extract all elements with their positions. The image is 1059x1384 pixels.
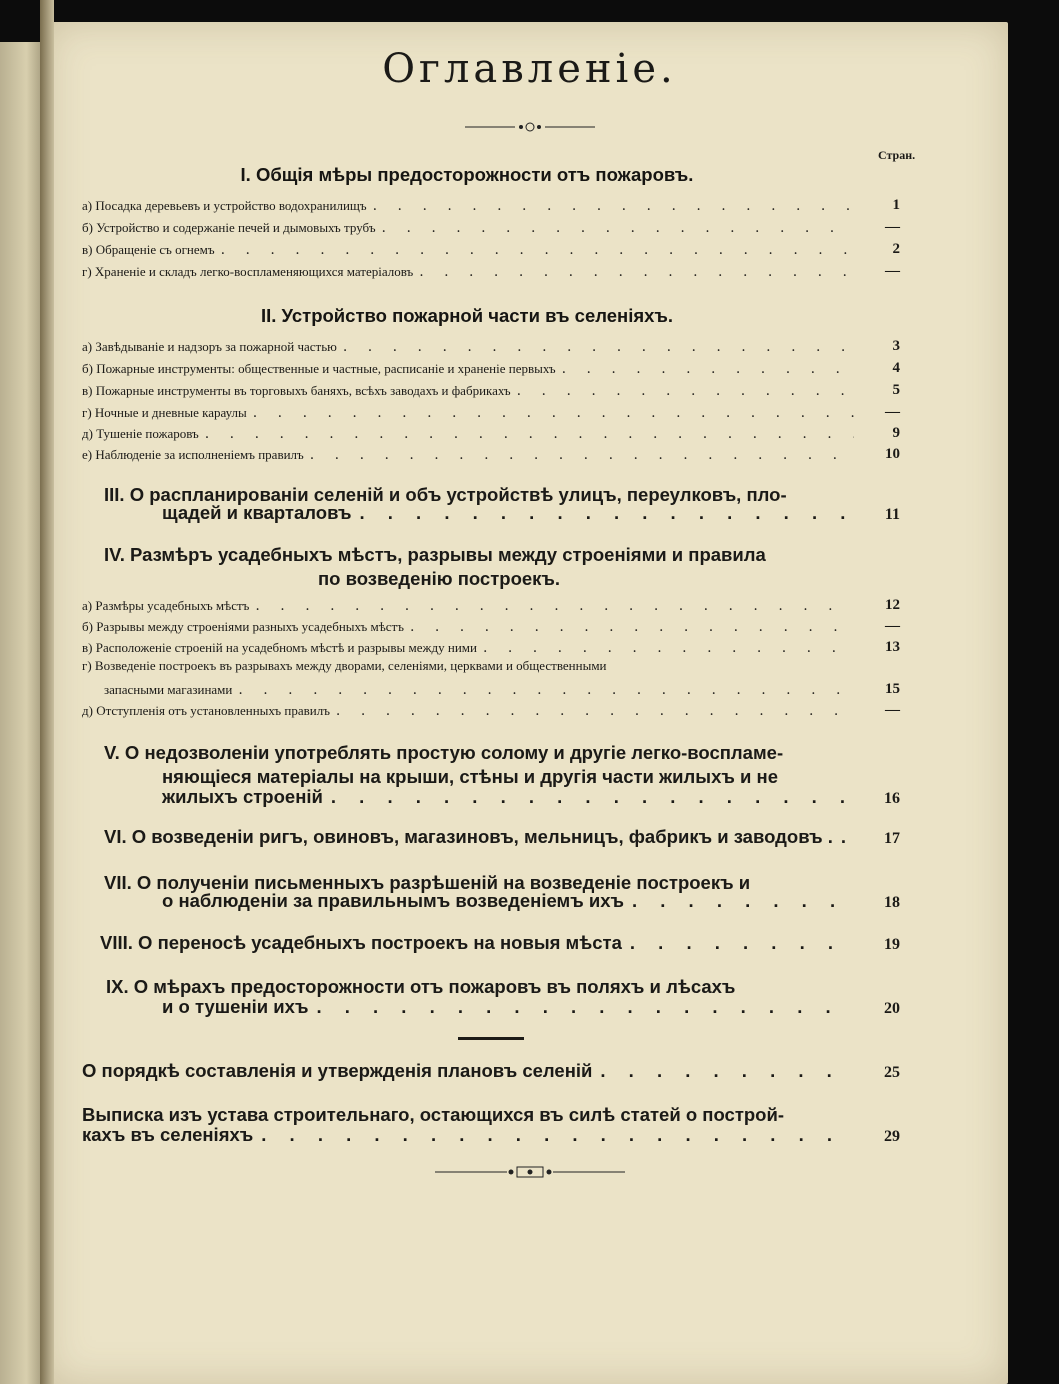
section-5-heading: V. О недозволеніи употреблять простую солому и другіе легко-воспламе- [104, 742, 784, 763]
toc-row [82, 826, 900, 848]
toc-label: о наблюденіи за правильнымъ возведеніемъ ихъ [162, 890, 624, 911]
toc-row [82, 333, 900, 355]
page-title: Оглавленіе. [382, 46, 677, 92]
leader-dots [373, 198, 854, 214]
toc-row [82, 236, 900, 258]
section-9-heading: IX. О мѣрахъ предосторожности отъ пожаровъ въ поляхъ и лѣсахъ [106, 976, 736, 997]
toc-row [82, 613, 900, 635]
toc-row [82, 634, 900, 656]
toc-page: 12 [885, 597, 900, 613]
toc-page: 11 [884, 506, 900, 523]
top-ornament-icon [465, 120, 595, 134]
leader-dots [419, 264, 854, 280]
toc-label: а) Посадка деревьевъ и устройство водохранилищъ [82, 198, 367, 213]
toc-label: в) Расположеніе строеній на усадебномъ мѣстѣ и разрывы между ними [82, 640, 477, 655]
toc-page: 3 [892, 338, 900, 354]
section-2-heading: II. Устройство пожарной части въ селеніяхъ. [260, 305, 674, 326]
toc-page: 18 [884, 894, 900, 911]
toc-row [82, 502, 900, 524]
toc-label: жилыхъ строеній [162, 786, 323, 807]
toc-label: б) Пожарные инструменты: общественные и частные, расписаніе и храненіе первыхъ [82, 361, 556, 376]
toc-row [82, 377, 900, 399]
toc-row [82, 1124, 900, 1146]
page-column-header: Стран. [878, 148, 916, 162]
toc-page: — [885, 702, 900, 718]
leader-dots [261, 1124, 852, 1146]
toc-page: 20 [884, 1000, 900, 1017]
toc-label: б) Разрывы между строеніями разныхъ усадебныхъ мѣстъ [82, 619, 404, 634]
leader-dots [238, 682, 854, 698]
toc-page: 29 [884, 1128, 900, 1145]
toc-label: а) Завѣдываніе и надзоръ за пожарной частью [82, 339, 337, 354]
toc-label: VIII. О переносѣ усадебныхъ построекъ на новыя мѣста [100, 932, 622, 953]
toc-label: а) Размѣры усадебныхъ мѣстъ [82, 598, 250, 613]
toc-page: 1 [892, 197, 900, 213]
appendix-2-heading: Выписка изъ устава строительнаго, остающихся въ силѣ статей о построй- [82, 1104, 785, 1125]
section-4-heading: IV. Размѣръ усадебныхъ мѣстъ, разрывы между строеніями и правила [104, 544, 766, 565]
toc-label: запасными магазинами [104, 682, 233, 697]
toc-row [82, 355, 900, 377]
toc-page: — [885, 404, 900, 420]
section-7-heading: VII. О полученіи письменныхъ разрѣшеній на возведеніе построекъ и [104, 872, 751, 893]
toc-row [82, 399, 900, 421]
toc-label: г) Возведеніе построекъ въ разрывахъ между дворами, селеніями, церквами и общественными [82, 658, 607, 673]
toc-label: О порядкѣ составленія и утвержденія плановъ селеній [82, 1060, 593, 1081]
toc-page: — [885, 618, 900, 634]
leader-dots [331, 786, 852, 808]
toc-label: г) Ночные и дневные караулы [82, 405, 247, 420]
leader-dots [841, 826, 852, 848]
leader-dots [382, 220, 854, 236]
leader-dots [410, 619, 854, 635]
section-1-heading: I. Общія мѣры предосторожности отъ пожаровъ. [240, 164, 694, 185]
leader-dots [483, 640, 854, 656]
toc-page: 17 [884, 830, 900, 847]
toc-row [82, 258, 900, 280]
toc-row [82, 996, 900, 1018]
toc-page: 2 [892, 241, 900, 257]
leader-dots [253, 405, 854, 421]
toc-page: 5 [892, 382, 900, 398]
leader-dots [343, 339, 854, 355]
toc-page: 13 [885, 639, 900, 655]
toc-label: д) Тушеніе пожаровъ [82, 426, 199, 441]
toc-row [82, 676, 900, 698]
leader-dots [316, 996, 852, 1018]
leader-dots [517, 383, 854, 399]
toc-page: 15 [885, 681, 900, 697]
toc-page: 16 [884, 790, 900, 807]
toc-page: 19 [884, 936, 900, 953]
toc-row [82, 441, 900, 463]
toc-label: д) Отступленія отъ установленныхъ правилъ [82, 703, 330, 718]
toc-page: — [885, 263, 900, 279]
facing-page-edge [0, 42, 45, 1384]
leader-dots [632, 890, 852, 912]
toc-page: — [885, 219, 900, 235]
leader-dots [562, 361, 854, 377]
toc-label: и о тушеніи ихъ [162, 996, 309, 1017]
toc-page: 9 [892, 425, 900, 441]
toc-page: 25 [884, 1064, 900, 1081]
toc-row [82, 214, 900, 236]
toc-row [82, 786, 900, 808]
toc-label: б) Устройство и содержаніе печей и дымовыхъ трубъ [82, 220, 376, 235]
section-3-heading: III. О распланированіи селеній и объ устройствѣ улицъ, переулковъ, пло- [104, 484, 787, 505]
divider-rule [458, 1037, 524, 1040]
toc-label: е) Наблюденіе за исполненіемъ правилъ [82, 447, 304, 462]
leader-dots [359, 502, 852, 524]
toc-label: в) Обращеніе съ огнемъ [82, 242, 215, 257]
section-5-heading-cont: няющіеся матеріалы на крыши, стѣны и другія части жилыхъ и не [162, 766, 778, 787]
toc-row [82, 890, 900, 912]
toc-label: г) Храненіе и складъ легко-воспламеняющихся матеріаловъ [82, 264, 414, 279]
leader-dots [336, 703, 854, 719]
toc-label: в) Пожарные инструменты въ торговыхъ баняхъ, всѣхъ заводахъ и фабрикахъ [82, 383, 511, 398]
toc-row [82, 1060, 900, 1082]
leader-dots [600, 1060, 852, 1082]
toc-page: 10 [885, 446, 900, 462]
toc-label: щадей и кварталовъ [162, 502, 352, 523]
toc-row [82, 592, 900, 614]
toc-row [82, 420, 900, 442]
section-4-heading-cont: по возведенію построекъ. [318, 568, 561, 589]
bottom-ornament-icon [435, 1164, 625, 1180]
leader-dots [310, 447, 854, 463]
toc-row [82, 932, 900, 954]
book-gutter [40, 0, 54, 1384]
leader-dots [221, 242, 854, 258]
leader-dots [255, 598, 854, 614]
toc-row [82, 697, 900, 719]
leader-dots [205, 426, 854, 442]
toc-row [82, 192, 900, 214]
toc-label: кахъ въ селеніяхъ [82, 1124, 254, 1145]
toc-label: VI. О возведеніи ригъ, овиновъ, магазиновъ, мельницъ, фабрикъ и заводовъ . [104, 826, 833, 847]
toc-page: 4 [892, 360, 900, 376]
leader-dots [630, 932, 852, 954]
